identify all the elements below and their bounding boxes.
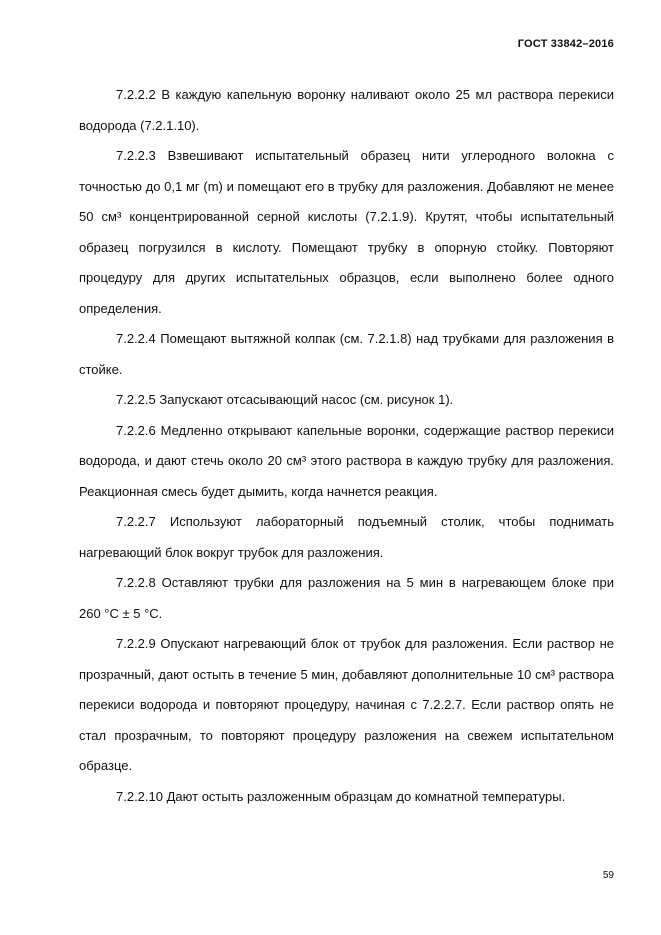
- clause-7-2-2-7: [79, 507, 614, 568]
- clause-number: 7.2.2.3: [116, 148, 156, 163]
- clause-7-2-2-4: [79, 324, 614, 385]
- clause-number: 7.2.2.5: [116, 392, 156, 407]
- clause-7-2-2-9: [79, 629, 614, 782]
- clause-number: 7.2.2.4: [116, 331, 156, 346]
- clause-text: Используют лабораторный подъемный столик, чтобы поднимать нагревающий блок вокруг трубок для разложения.: [79, 514, 614, 560]
- clause-text: Оставляют трубки для разложения на 5 мин в нагревающем блоке при 260 °С ± 5 °С.: [79, 575, 614, 621]
- clause-number: 7.2.2.10: [116, 788, 163, 804]
- clause-7-2-2-8: [79, 568, 614, 629]
- clause-text: Дают остыть разложенным образцам до комнатной температуры.: [166, 788, 566, 804]
- clause-text: Запускают отсасывающий насос (см. рисунок 1).: [159, 392, 454, 407]
- page-content: [79, 80, 614, 812]
- clause-text: Помещают вытяжной колпак (см. 7.2.1.8) над трубками для разложения в стойке.: [79, 331, 614, 377]
- clause-number: 7.2.2.7: [116, 514, 156, 529]
- clause-7-2-2-3: [79, 141, 614, 324]
- standard-designation: ГОСТ 33842–2016: [517, 38, 614, 50]
- clause-number: 7.2.2.8: [116, 575, 156, 590]
- clause-text: Опускают нагревающий блок от трубок для разложения. Если раствор не прозрачный, дают остыть в течение 5 мин, добавляют дополнительные 10 см³ раствора перекиси водорода и повторяют процедуру, начиная с 7.2.2.7. Если раствор опять не стал прозрачным, то повторяют процедуру разложения на свежем испытательном образце.: [79, 636, 614, 773]
- page-number: 59: [602, 870, 614, 881]
- clause-number: 7.2.2.6: [116, 422, 156, 438]
- clause-number: 7.2.2.9: [116, 636, 156, 651]
- clause-text: Взвешивают испытательный образец нити углеродного волокна с точностью до 0,1 мг (m) и помещают его в трубку для разложения. Добавляют не менее 50 см³ концентрированной серной кислоты (7.2.1.9). Крутят, чтобы испытательный образец погрузился в кислоту. Помещают трубку в опорную стойку. Повторяют процедуру для других испытательных образцов, если выполнено более одного определения.: [79, 148, 614, 316]
- clause-7-2-2-5: [79, 385, 614, 416]
- clause-7-2-2-2: [79, 80, 614, 141]
- clause-7-2-2-10: [79, 782, 614, 813]
- clause-text: В каждую капельную воронку наливают около 25 мл раствора перекиси водорода (7.2.1.10).: [79, 87, 614, 133]
- clause-number: 7.2.2.2: [116, 87, 156, 102]
- clause-text: Медленно открывают капельные воронки, содержащие раствор перекиси водорода, и дают стечь около 20 см³ этого раствора в каждую трубку для разложения. Реакционная смесь будет дымить, когда начнется реакция.: [79, 422, 614, 499]
- clause-7-2-2-6: [79, 416, 614, 508]
